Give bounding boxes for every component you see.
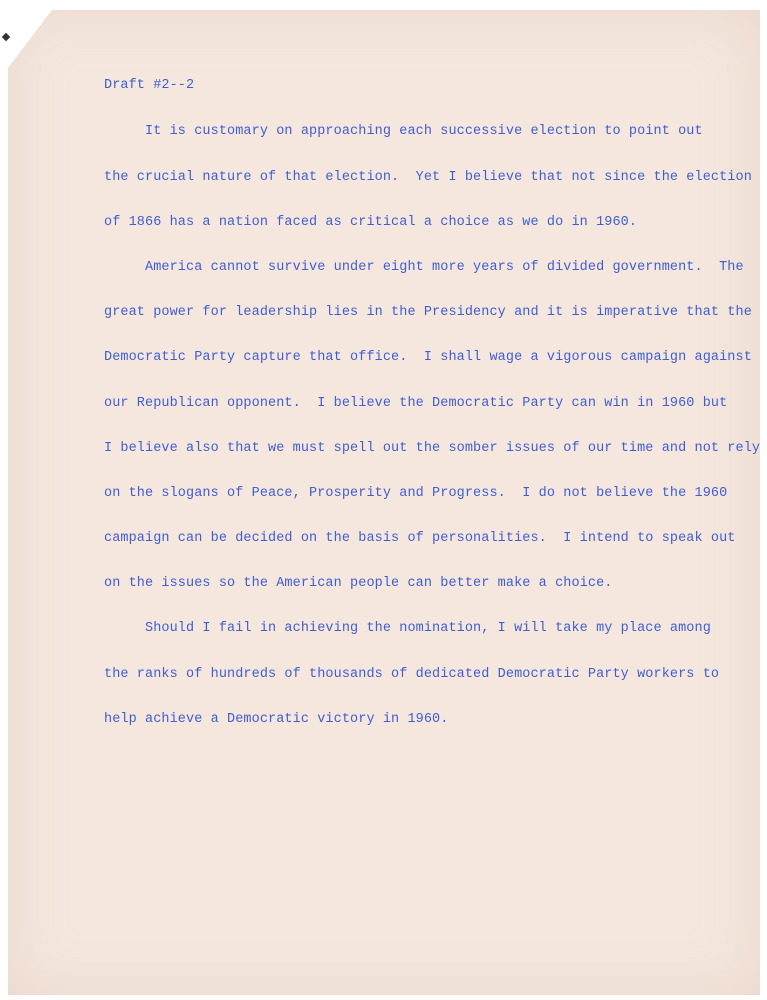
paragraph-2-line-4: our Republican opponent. I believe the Democratic Party can win in 1960 but <box>104 396 728 411</box>
paragraph-2-line-3: Democratic Party capture that office. I shall wage a vigorous campaign against <box>104 350 752 365</box>
corner-mark <box>2 33 10 41</box>
paragraph-2-line-7: campaign can be decided on the basis of personalities. I intend to speak out <box>104 531 736 546</box>
paragraph-3-line-2: the ranks of hundreds of thousands of dedicated Democratic Party workers to <box>104 667 720 682</box>
paper-sheet <box>8 10 760 995</box>
draft-header: Draft #2--2 <box>104 78 195 93</box>
paragraph-2-line-8: on the issues so the American people can better make a choice. <box>104 576 613 591</box>
paragraph-2-line-5: I believe also that we must spell out the somber issues of our time and not rely <box>104 441 761 456</box>
paragraph-1-line-1: It is customary on approaching each successive election to point out <box>104 124 703 139</box>
paragraph-2-line-6: on the slogans of Peace, Prosperity and Progress. I do not believe the 1960 <box>104 486 728 501</box>
paragraph-2-line-2: great power for leadership lies in the Presidency and it is imperative that the <box>104 305 752 320</box>
paragraph-1-line-2: the crucial nature of that election. Yet I believe that not since the election <box>104 170 752 185</box>
paragraph-3-line-1: Should I fail in achieving the nomination, I will take my place among <box>104 621 711 636</box>
paragraph-1-line-3: of 1866 has a nation faced as critical a choice as we do in 1960. <box>104 215 638 230</box>
paragraph-3-line-3: help achieve a Democratic victory in 1960. <box>104 712 449 727</box>
paragraph-2-line-1: America cannot survive under eight more years of divided government. The <box>104 260 744 275</box>
